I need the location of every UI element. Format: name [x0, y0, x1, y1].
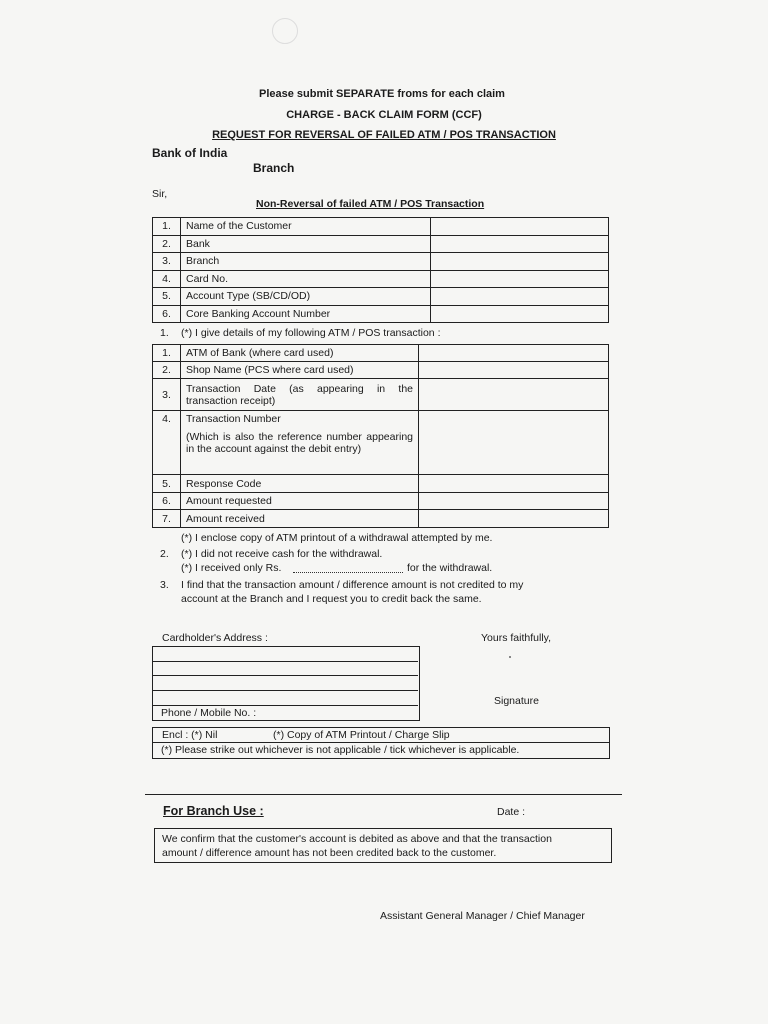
customer-row	[153, 218, 609, 236]
row-number: 3.	[153, 379, 181, 411]
row-label: Shop Name (PCS where card used)	[181, 362, 419, 379]
row-value-field[interactable]	[419, 475, 609, 493]
transaction-row	[153, 362, 609, 379]
row-value-field[interactable]	[419, 362, 609, 379]
row-value-field[interactable]	[431, 288, 609, 306]
row-value-field[interactable]	[419, 510, 609, 528]
address-label: Cardholder's Address :	[162, 632, 268, 644]
signature-label: Signature	[494, 695, 539, 707]
scan-mark	[272, 18, 298, 44]
statement-2-number: 2.	[160, 548, 169, 560]
row-label-main: Transaction Number	[186, 413, 281, 425]
encl-copy: (*) Copy of ATM Printout / Charge Slip	[273, 729, 450, 741]
intro-text: (*) I give details of my following ATM / POS transaction :	[181, 327, 441, 339]
statement-3-line2: account at the Branch and I request you to credit back the same.	[181, 593, 482, 605]
transaction-row	[153, 379, 609, 411]
form-subtitle: REQUEST FOR REVERSAL OF FAILED ATM / POS TRANSACTION	[212, 129, 556, 141]
address-line-1[interactable]	[152, 661, 418, 662]
row-value-field[interactable]	[431, 253, 609, 271]
transaction-row	[153, 411, 609, 475]
customer-row	[153, 270, 609, 288]
row-label: Account Type (SB/CD/OD)	[181, 288, 431, 306]
row-value-field[interactable]	[431, 270, 609, 288]
confirmation-line2: amount / difference amount has not been credited back to the customer.	[162, 847, 497, 859]
row-label: Core Banking Account Number	[181, 305, 431, 323]
transaction-row	[153, 475, 609, 493]
customer-row	[153, 235, 609, 253]
customer-row	[153, 253, 609, 271]
row-label-sub: (Which is also the reference number appearing in the account against the debit entry)	[186, 431, 413, 455]
amount-received-blank[interactable]	[293, 572, 403, 573]
row-label: Card No.	[181, 270, 431, 288]
customer-row	[153, 288, 609, 306]
statement-2-line2a: (*) I received only Rs.	[181, 562, 282, 574]
address-line-4[interactable]	[152, 705, 418, 706]
row-number: 2.	[153, 362, 181, 379]
row-number: 4.	[153, 270, 181, 288]
row-label: Amount requested	[181, 493, 419, 510]
row-value-field[interactable]	[431, 305, 609, 323]
confirmation-line1: We confirm that the customer's account is debited as above and that the transaction	[162, 833, 552, 845]
row-label: Name of the Customer	[181, 218, 431, 236]
customer-details-table	[152, 217, 609, 323]
row-label: Branch	[181, 253, 431, 271]
intro-number: 1.	[160, 327, 169, 339]
transaction-row	[153, 345, 609, 362]
salutation: Sir,	[152, 188, 168, 200]
row-number: 4.	[153, 411, 181, 475]
branch-label: Branch	[253, 161, 295, 175]
date-label: Date :	[497, 806, 526, 818]
transaction-row	[153, 493, 609, 510]
row-number: 3.	[153, 253, 181, 271]
row-number: 6.	[153, 305, 181, 323]
row-number: 1.	[153, 218, 181, 236]
row-value-field[interactable]	[419, 411, 609, 475]
transaction-details-table	[152, 344, 609, 528]
row-number: 7.	[153, 510, 181, 528]
row-label: ATM of Bank (where card used)	[181, 345, 419, 362]
row-number: 5.	[153, 475, 181, 493]
address-line-2[interactable]	[152, 675, 418, 676]
subject-line: Non-Reversal of failed ATM / POS Transaction	[256, 198, 485, 210]
row-label	[181, 411, 419, 475]
yours-faithfully: Yours faithfully,	[481, 632, 552, 644]
statement-2-line1: (*) I did not receive cash for the withdrawal.	[181, 548, 383, 560]
statement-2-line2b: for the withdrawal.	[407, 562, 493, 574]
phone-label: Phone / Mobile No. :	[161, 707, 257, 719]
header-submit-note: Please submit SEPARATE froms for each claim	[259, 88, 505, 100]
customer-row	[153, 305, 609, 323]
form-title: CHARGE - BACK CLAIM FORM (CCF)	[286, 109, 482, 121]
row-number: 1.	[153, 345, 181, 362]
row-value-field[interactable]	[431, 235, 609, 253]
row-value-field[interactable]	[431, 218, 609, 236]
strike-note: (*) Please strike out whichever is not applicable / tick whichever is applicable.	[161, 744, 520, 756]
row-label: Response Code	[181, 475, 419, 493]
row-value-field[interactable]	[419, 493, 609, 510]
bank-name: Bank of India	[152, 146, 228, 160]
row-number: 5.	[153, 288, 181, 306]
transaction-row	[153, 510, 609, 528]
pen-dot	[509, 656, 511, 658]
row-label: Bank	[181, 235, 431, 253]
enclosure-divider	[152, 742, 609, 743]
row-value-field[interactable]	[419, 379, 609, 411]
row-label: Transaction Date (as appearing in the transaction receipt)	[181, 379, 419, 411]
row-value-field[interactable]	[419, 345, 609, 362]
address-line-3[interactable]	[152, 690, 418, 691]
signatory-title: Assistant General Manager / Chief Manager	[380, 910, 585, 922]
encl-nil: Encl : (*) Nil	[162, 729, 218, 741]
statement-3-number: 3.	[160, 579, 169, 591]
row-label: Amount received	[181, 510, 419, 528]
row-number: 2.	[153, 235, 181, 253]
branch-use-title: For Branch Use :	[163, 804, 264, 818]
branch-use-separator	[145, 794, 622, 795]
row-number: 6.	[153, 493, 181, 510]
statement-3-line1: I find that the transaction amount / difference amount is not credited to my	[181, 579, 524, 591]
enclose-statement: (*) I enclose copy of ATM printout of a withdrawal attempted by me.	[181, 532, 493, 544]
